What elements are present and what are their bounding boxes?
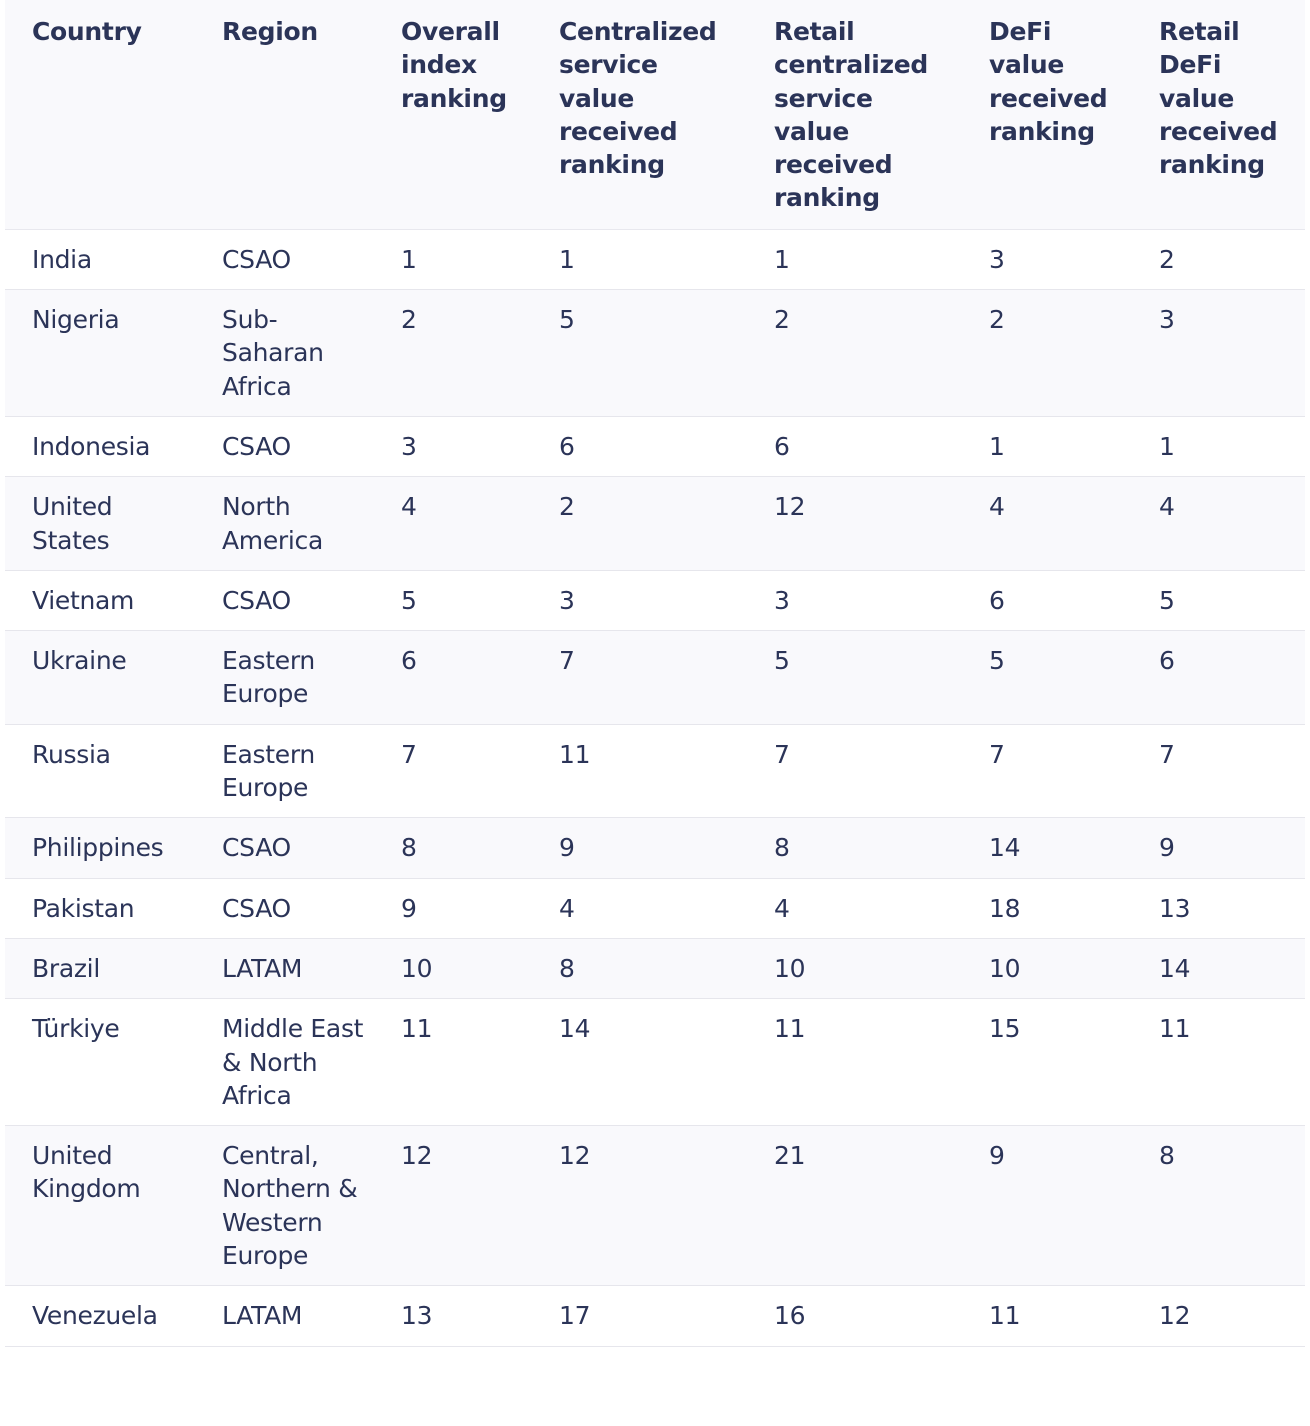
header-region: Region <box>222 17 318 46</box>
table-row <box>5 477 1305 571</box>
table-body <box>5 229 1305 1346</box>
cell-centralized-service-ranking: 5 <box>559 305 575 335</box>
cell-retail-centralized-service-ranking: 8 <box>774 833 790 863</box>
header-country: Country <box>32 17 142 46</box>
cell-retail-centralized-service-ranking: 3 <box>774 585 790 615</box>
cell-defi-ranking: 14 <box>989 833 1021 863</box>
cell-overall-index-ranking: 4 <box>401 492 417 522</box>
cell-region: Eastern Europe <box>222 646 315 709</box>
cell-retail-defi-ranking: 5 <box>1159 585 1175 615</box>
cell-retail-centralized-service-ranking: 11 <box>774 1014 806 1044</box>
cell-retail-defi-ranking: 11 <box>1159 1014 1191 1044</box>
cell-overall-index-ranking: 6 <box>401 646 417 676</box>
cell-centralized-service-ranking: 7 <box>559 646 575 676</box>
table-row <box>5 818 1305 878</box>
cell-retail-centralized-service-ranking: 2 <box>774 305 790 335</box>
cell-centralized-service-ranking: 9 <box>559 833 575 863</box>
cell-retail-centralized-service-ranking: 10 <box>774 953 806 983</box>
cell-region: Eastern Europe <box>222 739 315 803</box>
cell-defi-ranking: 10 <box>989 953 1021 983</box>
header-centralized-service-ranking: Centralized service value received ranking <box>559 17 717 180</box>
cell-centralized-service-ranking: 2 <box>559 492 575 522</box>
cell-retail-centralized-service-ranking: 6 <box>774 431 790 461</box>
cell-country: United States <box>32 492 113 555</box>
cell-country: Ukraine <box>32 646 127 676</box>
cell-defi-ranking: 4 <box>989 492 1005 522</box>
ranking-table <box>5 0 1305 1347</box>
cell-retail-defi-ranking: 6 <box>1159 646 1175 676</box>
cell-retail-defi-ranking: 3 <box>1159 305 1175 335</box>
cell-retail-centralized-service-ranking: 7 <box>774 739 790 769</box>
cell-centralized-service-ranking: 8 <box>559 953 575 983</box>
cell-retail-defi-ranking: 13 <box>1159 893 1191 923</box>
cell-overall-index-ranking: 13 <box>401 1301 433 1331</box>
cell-overall-index-ranking: 1 <box>401 244 417 274</box>
cell-defi-ranking: 2 <box>989 305 1005 335</box>
cell-overall-index-ranking: 9 <box>401 893 417 923</box>
cell-overall-index-ranking: 12 <box>401 1141 433 1171</box>
cell-overall-index-ranking: 10 <box>401 953 433 983</box>
table-row <box>5 229 1305 289</box>
cell-country: Russia <box>32 739 111 769</box>
cell-overall-index-ranking: 5 <box>401 585 417 615</box>
cell-retail-centralized-service-ranking: 1 <box>774 244 790 274</box>
header-defi-ranking: DeFi value received ranking <box>989 17 1108 146</box>
cell-defi-ranking: 9 <box>989 1141 1005 1171</box>
cell-region: CSAO <box>222 431 291 461</box>
cell-centralized-service-ranking: 17 <box>559 1301 591 1331</box>
cell-overall-index-ranking: 2 <box>401 305 417 335</box>
table-row <box>5 938 1305 998</box>
cell-overall-index-ranking: 8 <box>401 833 417 863</box>
header-retail-defi-ranking: Retail DeFi value received ranking <box>1159 17 1278 180</box>
cell-region: CSAO <box>222 585 291 615</box>
table-row <box>5 570 1305 630</box>
cell-region: Sub-Saharan Africa <box>222 305 324 401</box>
cell-retail-defi-ranking: 9 <box>1159 833 1175 863</box>
cell-centralized-service-ranking: 3 <box>559 585 575 615</box>
table-row <box>5 290 1305 417</box>
cell-centralized-service-ranking: 6 <box>559 431 575 461</box>
cell-retail-defi-ranking: 7 <box>1159 739 1175 769</box>
cell-country: Türkiye <box>32 1014 120 1044</box>
cell-centralized-service-ranking: 12 <box>559 1141 591 1171</box>
table-row <box>5 878 1305 938</box>
cell-region: LATAM <box>222 1301 303 1331</box>
cell-defi-ranking: 11 <box>989 1301 1021 1331</box>
cell-country: Nigeria <box>32 305 120 335</box>
cell-overall-index-ranking: 3 <box>401 431 417 461</box>
cell-region: CSAO <box>222 244 291 274</box>
header-row <box>5 0 1305 229</box>
cell-retail-centralized-service-ranking: 4 <box>774 893 790 923</box>
table-row <box>5 999 1305 1126</box>
cell-retail-defi-ranking: 2 <box>1159 244 1175 274</box>
cell-defi-ranking: 15 <box>989 1014 1021 1044</box>
cell-region: CSAO <box>222 893 291 923</box>
cell-country: Brazil <box>32 953 100 983</box>
header-overall-index-ranking: Overall index ranking <box>401 17 507 113</box>
cell-retail-defi-ranking: 12 <box>1159 1301 1191 1331</box>
cell-retail-defi-ranking: 8 <box>1159 1141 1175 1171</box>
cell-country: Vietnam <box>32 585 135 615</box>
cell-region: North America <box>222 492 324 555</box>
cell-defi-ranking: 3 <box>989 244 1005 274</box>
cell-defi-ranking: 6 <box>989 585 1005 615</box>
cell-country: India <box>32 244 92 274</box>
cell-defi-ranking: 5 <box>989 646 1005 676</box>
cell-centralized-service-ranking: 11 <box>559 739 591 769</box>
cell-centralized-service-ranking: 14 <box>559 1014 591 1044</box>
cell-overall-index-ranking: 11 <box>401 1014 433 1044</box>
cell-retail-centralized-service-ranking: 16 <box>774 1301 806 1331</box>
cell-defi-ranking: 7 <box>989 739 1005 769</box>
cell-retail-defi-ranking: 1 <box>1159 431 1175 461</box>
cell-retail-centralized-service-ranking: 12 <box>774 492 806 522</box>
cell-country: Pakistan <box>32 893 135 923</box>
cell-overall-index-ranking: 7 <box>401 739 417 769</box>
cell-country: United Kingdom <box>32 1141 141 1204</box>
cell-region: LATAM <box>222 953 303 983</box>
cell-country: Indonesia <box>32 431 151 461</box>
table-row <box>5 1286 1305 1346</box>
cell-country: Venezuela <box>32 1301 158 1331</box>
cell-defi-ranking: 1 <box>989 431 1005 461</box>
cell-retail-centralized-service-ranking: 21 <box>774 1141 806 1171</box>
cell-retail-defi-ranking: 4 <box>1159 492 1175 522</box>
cell-defi-ranking: 18 <box>989 893 1021 923</box>
cell-region: CSAO <box>222 833 291 863</box>
cell-retail-centralized-service-ranking: 5 <box>774 646 790 676</box>
table-row <box>5 1126 1305 1286</box>
table-header <box>5 0 1305 229</box>
cell-country: Philippines <box>32 833 164 863</box>
cell-region: Central, Northern & Western Europe <box>222 1141 358 1271</box>
table-row <box>5 631 1305 725</box>
cell-centralized-service-ranking: 4 <box>559 893 575 923</box>
cell-centralized-service-ranking: 1 <box>559 244 575 274</box>
table-row <box>5 416 1305 476</box>
cell-region: Middle East & North Africa <box>222 1014 364 1110</box>
cell-retail-defi-ranking: 14 <box>1159 953 1191 983</box>
header-retail-centralized-service-ranking: Retail centralized service value received ranking <box>774 17 928 213</box>
table-row <box>5 724 1305 818</box>
